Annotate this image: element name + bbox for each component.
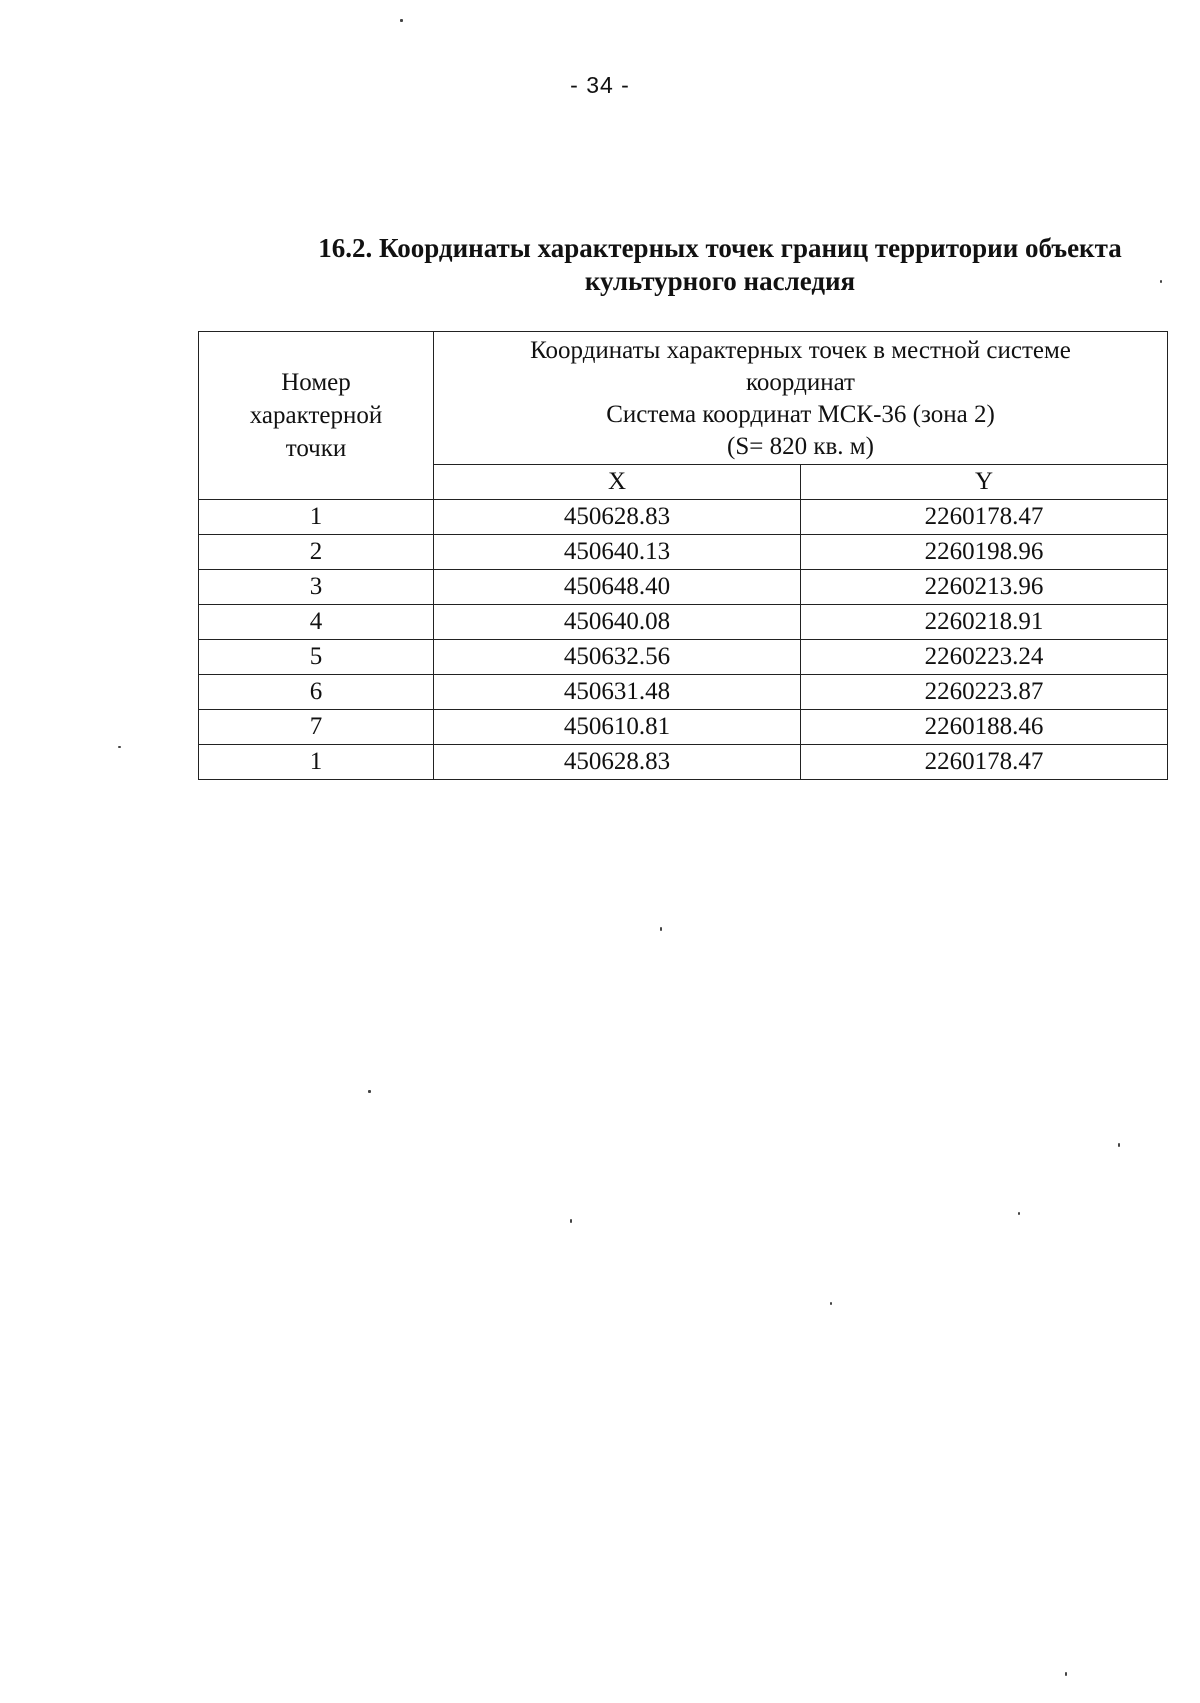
cell-y: 2260223.87 [801,675,1168,710]
table-header-row [199,332,1168,465]
scan-speck [400,19,403,22]
cell-point: 3 [199,570,434,605]
scan-speck [118,746,121,748]
header-point-line: точки [285,435,347,462]
cell-x: 450640.08 [434,605,801,640]
header-y: Y [801,465,1168,500]
section-title [280,232,1160,298]
header-group-line: Координаты характерных точек в местной системе [530,337,1071,364]
header-group-line: координат [746,369,855,396]
header-coordinates-group [434,332,1168,465]
header-point-line: характерной [249,402,383,429]
scan-speck [368,1090,371,1093]
cell-y: 2260188.46 [801,710,1168,745]
cell-x: 450648.40 [434,570,801,605]
table-row [199,640,1168,675]
table-row [199,745,1168,780]
cell-point: 2 [199,535,434,570]
table-row [199,500,1168,535]
cell-y: 2260198.96 [801,535,1168,570]
cell-y: 2260218.91 [801,605,1168,640]
cell-y: 2260223.24 [801,640,1168,675]
table-row [199,570,1168,605]
header-group-line: (S= 820 кв. м) [727,433,874,460]
cell-x: 450628.83 [434,745,801,780]
cell-x: 450640.13 [434,535,801,570]
cell-point: 6 [199,675,434,710]
header-point-number [199,332,434,500]
cell-x: 450631.48 [434,675,801,710]
cell-point: 5 [199,640,434,675]
scan-speck [1118,1143,1120,1147]
scan-speck [1018,1212,1020,1215]
coordinates-table [198,331,1168,780]
scan-speck [1065,1672,1067,1676]
section-title-line-2: культурного наследия [584,266,856,296]
cell-point: 1 [199,745,434,780]
cell-point: 1 [199,500,434,535]
table-row [199,675,1168,710]
scan-speck [1160,280,1162,283]
table-row [199,710,1168,745]
scan-speck [570,1219,572,1223]
table-row [199,605,1168,640]
cell-y: 2260178.47 [801,745,1168,780]
header-group-line: Система координат МСК-36 (зона 2) [606,401,995,428]
table-row [199,535,1168,570]
page-number: - 34 - [570,72,630,98]
cell-y: 2260178.47 [801,500,1168,535]
header-point-line: Номер [281,369,351,396]
cell-point: 7 [199,710,434,745]
cell-x: 450632.56 [434,640,801,675]
cell-point: 4 [199,605,434,640]
scan-speck [660,927,662,931]
section-title-line-1: 16.2. Координаты характерных точек границ территории объекта [318,233,1122,263]
cell-y: 2260213.96 [801,570,1168,605]
header-x: X [434,465,801,500]
cell-x: 450628.83 [434,500,801,535]
scan-speck [830,1302,832,1305]
cell-x: 450610.81 [434,710,801,745]
